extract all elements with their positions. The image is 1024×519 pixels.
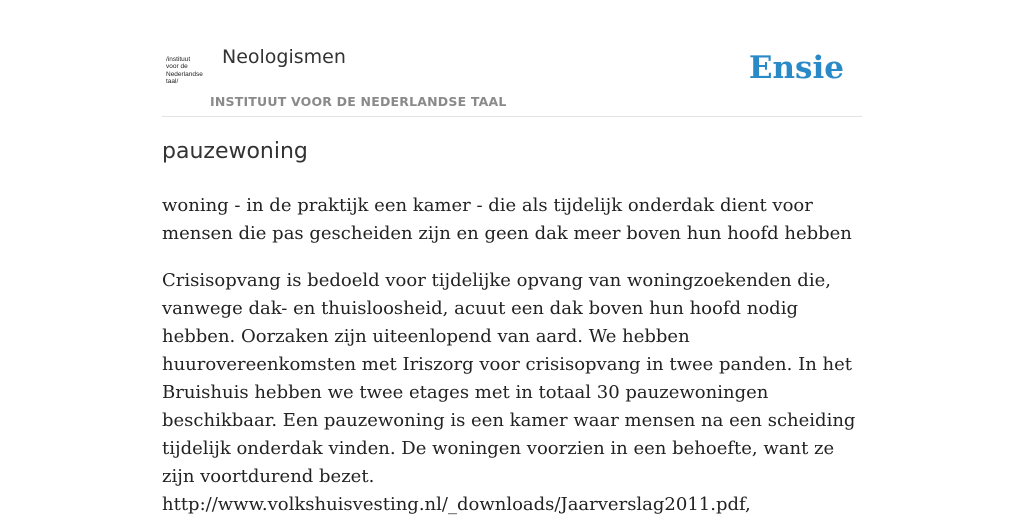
- example-quote: Crisisopvang is bedoeld voor tijdelijke opvang van woningzoekenden die, vanwege dak- en thuisloosheid, acuut een dak boven hun hoofd nodig hebben. Oorzaken zijn uiteenlopend van aard. We hebben huurovereenkomsten met Iriszorg voor crisisopvang in twee panden. In het Bruishuis hebben we twee etages met in totaal 30 pauzewoningen beschikbaar. Een pauzewoning is een kamer waar mensen na een scheiding tijdelijk onderdak vinden. De woningen voorzien in een behoefte, want ze zijn voortdurend bezet. http://www.volkshuisvesting.nl/_downloads/Jaarverslag2011.pdf,: [162, 270, 856, 515]
- institute-logo[interactable]: /instituut voor de Nederlandse taal/: [166, 56, 203, 86]
- organization-name: INSTITUUT VOOR DE NEDERLANDSE TAAL: [210, 94, 507, 109]
- brand-logo[interactable]: Ensie: [748, 50, 844, 86]
- definition: woning - in de praktijk een kamer - die als tijdelijk onderdak dient voor mensen die pas gescheiden zijn en geen dak meer boven hun hoofd hebben: [162, 195, 852, 244]
- header: [162, 0, 862, 117]
- site-title[interactable]: Neologismen: [222, 46, 346, 68]
- headword: pauzewoning: [162, 139, 308, 164]
- page: [162, 0, 862, 515]
